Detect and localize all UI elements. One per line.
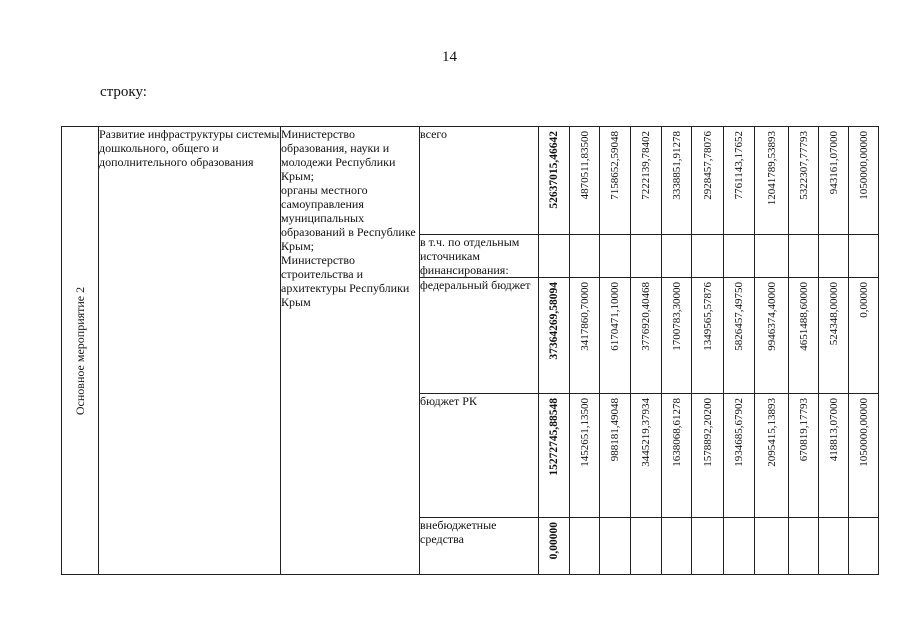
value-text: 37364269,58094 <box>548 282 560 360</box>
value-cell <box>570 127 600 235</box>
value-cell <box>819 517 849 574</box>
value-text: 3338851,91278 <box>670 131 683 200</box>
value-cell <box>631 517 662 574</box>
value-cell <box>662 393 692 517</box>
value-cell <box>789 234 819 277</box>
value-cell <box>755 127 789 235</box>
value-cell <box>755 234 789 277</box>
value-cell <box>539 517 570 574</box>
value-cell <box>724 234 755 277</box>
value-text: 7222139,78402 <box>640 131 652 200</box>
value-text: 6170471,10000 <box>609 282 621 351</box>
value-cell <box>692 234 724 277</box>
value-cell <box>600 393 631 517</box>
value-cell <box>789 517 819 574</box>
value-text: 1578892,20200 <box>701 397 714 467</box>
value-cell <box>570 278 600 394</box>
source-cell: всего <box>420 127 539 235</box>
value-cell <box>600 127 631 235</box>
value-cell <box>755 393 789 517</box>
value-text: 7761143,17652 <box>733 131 745 200</box>
value-text: 7158652,59048 <box>609 131 621 200</box>
value-cell <box>631 278 662 394</box>
value-cell <box>789 127 819 235</box>
financing-table <box>61 126 879 575</box>
value-cell <box>692 278 724 394</box>
value-cell <box>849 127 879 235</box>
value-cell <box>570 393 600 517</box>
table-row <box>62 127 879 235</box>
value-cell <box>631 393 662 517</box>
value-cell <box>600 234 631 277</box>
source-cell: бюджет РК <box>420 393 539 517</box>
value-text: 1050000,00000 <box>857 397 870 467</box>
value-text: 943161,07000 <box>827 131 840 195</box>
source-cell: в т.ч. по отдельным источникам финансирования: <box>420 234 539 277</box>
value-cell <box>724 517 755 574</box>
value-text: 670819,17793 <box>797 397 810 462</box>
value-text: 3417860,70000 <box>578 282 591 351</box>
value-cell <box>819 234 849 277</box>
value-text: 1452651,13500 <box>578 397 591 467</box>
value-cell <box>539 127 570 235</box>
value-cell <box>631 234 662 277</box>
value-text: 2928457,78076 <box>701 131 714 200</box>
value-cell <box>819 278 849 394</box>
value-cell <box>539 234 570 277</box>
event-cell <box>62 127 99 575</box>
source-cell: федеральный бюджет <box>420 278 539 394</box>
value-cell <box>662 517 692 574</box>
description-cell: Развитие инфраструктуры системы дошкольного, общего и дополнительного образования <box>99 127 281 575</box>
value-text: 418813,07000 <box>827 397 840 462</box>
value-text: 12041789,53893 <box>765 131 778 206</box>
executors-cell <box>281 127 420 575</box>
value-text: 5826457,49750 <box>733 282 745 351</box>
value-text: 5322307,77793 <box>797 131 810 200</box>
value-cell <box>600 278 631 394</box>
value-text: 3776920,40468 <box>640 282 652 351</box>
value-cell <box>692 393 724 517</box>
value-text: 1700783,30000 <box>670 282 683 351</box>
value-text: 52637015,46642 <box>548 131 560 209</box>
value-cell <box>662 234 692 277</box>
value-cell <box>662 278 692 394</box>
value-cell <box>789 393 819 517</box>
value-cell <box>600 517 631 574</box>
value-cell <box>819 393 849 517</box>
value-text: 1050000,00000 <box>857 131 870 200</box>
page-number: 14 <box>442 49 457 65</box>
value-cell <box>724 393 755 517</box>
value-text: 0,00000 <box>548 521 560 559</box>
value-cell <box>755 278 789 394</box>
value-text: 9946374,40000 <box>765 282 778 351</box>
value-cell <box>631 127 662 235</box>
value-text: 1349565,57876 <box>701 282 714 351</box>
value-cell <box>755 517 789 574</box>
value-text: 1638068,61278 <box>670 397 683 467</box>
value-cell <box>789 278 819 394</box>
value-cell <box>819 127 849 235</box>
value-cell <box>539 278 570 394</box>
value-cell <box>724 278 755 394</box>
value-cell <box>849 517 879 574</box>
value-cell <box>662 127 692 235</box>
value-text: 4870511,83500 <box>578 131 591 200</box>
value-text: 3445219,37934 <box>640 397 652 467</box>
executors-text: Министерство образования, науки и молодежи Республики Крым; органы местного самоуправления муниципальных образований в Республике Крым; Министерство строительства и архитектуры Республики Крым <box>281 127 416 309</box>
value-cell <box>692 517 724 574</box>
value-cell <box>849 393 879 517</box>
value-cell <box>849 278 879 394</box>
value-cell <box>849 234 879 277</box>
value-cell <box>570 517 600 574</box>
value-cell <box>539 393 570 517</box>
value-text: 524348,00000 <box>827 282 840 346</box>
value-text: 988181,49048 <box>609 397 621 462</box>
value-cell <box>570 234 600 277</box>
intro-text: строку: <box>100 84 147 100</box>
value-text: 4651488,60000 <box>797 282 810 351</box>
source-cell: внебюджетные средства <box>420 517 539 574</box>
value-text: 2095415,13893 <box>765 397 778 467</box>
event-label: Основное мероприятие 2 <box>73 286 87 415</box>
value-text: 1934685,67902 <box>733 397 745 467</box>
value-cell <box>692 127 724 235</box>
value-text: 15272745,88548 <box>548 397 560 476</box>
value-cell <box>724 127 755 235</box>
value-text: 0,00000 <box>857 282 870 318</box>
